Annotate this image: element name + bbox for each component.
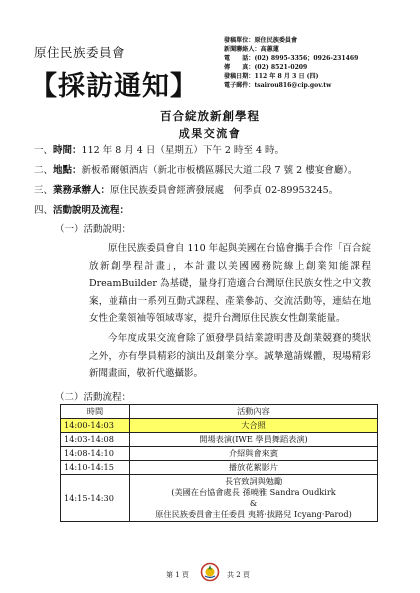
column-header-content: 活動內容 — [130, 405, 378, 419]
row-content — [130, 475, 378, 522]
press-notice-banner: 【採訪通知】 — [30, 71, 198, 102]
description-paragraph-1: 原住民族委員會自 110 年起與美國在台協會攜手合作「百合綻放新創學程計畫」，本計畫以美國國務院線上創業知能課程 DreamBuilder 為基礎，量身打造適合台灣原住民族女性之中文教案，並藉由一系列互動式課程、產業參訪、交流活動等，連結在地女性企業領袖等領域專家，提升台灣原住民族女性創業能量。 — [89, 243, 371, 325]
row-content: 開場表演(IWE 學員舞蹈表演) — [130, 433, 378, 447]
row-time: 14:15-14:30 — [61, 475, 130, 522]
row-content: 介紹與會來賓 — [130, 447, 378, 461]
issuer-fax: 傳 真：(02) 8521-0209 — [224, 63, 308, 71]
table-header-row — [61, 405, 378, 419]
issuer-contact: 新聞聯絡人：高蕙蓮 — [224, 45, 279, 53]
table-row — [61, 419, 378, 433]
row-time: 14:00-14:03 — [61, 419, 130, 433]
page-number-total: 共 2 頁 — [227, 571, 250, 579]
item-location — [34, 162, 357, 176]
item-value: 新板希爾頓酒店（新北市板橋區縣民大道二段 7 號 2 樓宴會廳）。 — [81, 165, 358, 176]
issuer-date: 發稿日期：112 年 8 月 3 日 (四) — [224, 72, 319, 80]
item-description-heading — [34, 202, 129, 216]
row-time: 14:10-14:15 — [61, 461, 130, 475]
row-content-line: & — [249, 498, 258, 508]
table-row — [61, 475, 378, 522]
issuer-phone: 電 話：(02) 8995-3356；0926-231469 — [224, 54, 359, 62]
row-time: 14:08-14:10 — [61, 447, 130, 461]
item-value: 原住民族委員會經濟發展處 何季貞 02-89953245。 — [110, 185, 339, 196]
item-num: 一、 — [34, 145, 54, 156]
council-logo-icon — [200, 562, 220, 582]
item-value: 112 年 8 月 4 日（星期五）下午 2 時至 4 時。 — [81, 145, 285, 156]
org-name: 原住民族委員會 — [34, 45, 126, 60]
item-time — [34, 142, 284, 156]
row-content: 播放花絮影片 — [130, 461, 378, 475]
event-subtitle: 成果交流會 — [178, 127, 242, 140]
row-time: 14:03-14:08 — [61, 433, 130, 447]
item-label: 地點： — [53, 165, 82, 176]
table-row — [61, 461, 378, 475]
row-content-line: 原住民族委員會主任委員 夷將·拔路兒 Icyang·Parod) — [155, 509, 352, 519]
item-label: 活動說明及流程： — [53, 205, 130, 216]
section-description-label: （一）活動說明： — [55, 224, 132, 235]
row-content: 大合照 — [130, 419, 378, 433]
column-header-time: 時間 — [61, 405, 130, 419]
table-row — [61, 433, 378, 447]
item-num: 三、 — [34, 185, 54, 196]
row-content-line: (美國在台協會處長 孫曉雅 Sandra Oudkirk — [171, 487, 336, 497]
section-schedule-label: （二）活動流程： — [55, 392, 132, 403]
item-contact-person — [34, 182, 338, 196]
row-content-line: 長官致詞與勉勵 — [224, 476, 283, 486]
issuer-unit: 發稿單位：原住民族委員會 — [224, 37, 298, 44]
issuer-info — [224, 37, 358, 90]
item-label: 時間： — [53, 145, 82, 156]
page-number-current: 第 1 頁 — [166, 571, 189, 579]
item-num: 四、 — [34, 205, 54, 216]
table-row — [61, 447, 378, 461]
description-paragraph-2: 今年度成果交流會除了頒發學員結業證明書及創業競賽的獎狀之外，亦有學員精彩的演出及創業分享。誠摯邀請媒體，現場精彩新聞畫面，敬祈代邀攝影。 — [89, 333, 371, 380]
event-title: 百合綻放新創學程 — [160, 109, 260, 123]
schedule-table — [60, 404, 378, 522]
item-num: 二、 — [34, 165, 54, 176]
item-label: 業務承辦人： — [53, 185, 111, 196]
issuer-email[interactable]: 電子郵件：tsairou816@cip.gov.tw — [224, 81, 332, 89]
